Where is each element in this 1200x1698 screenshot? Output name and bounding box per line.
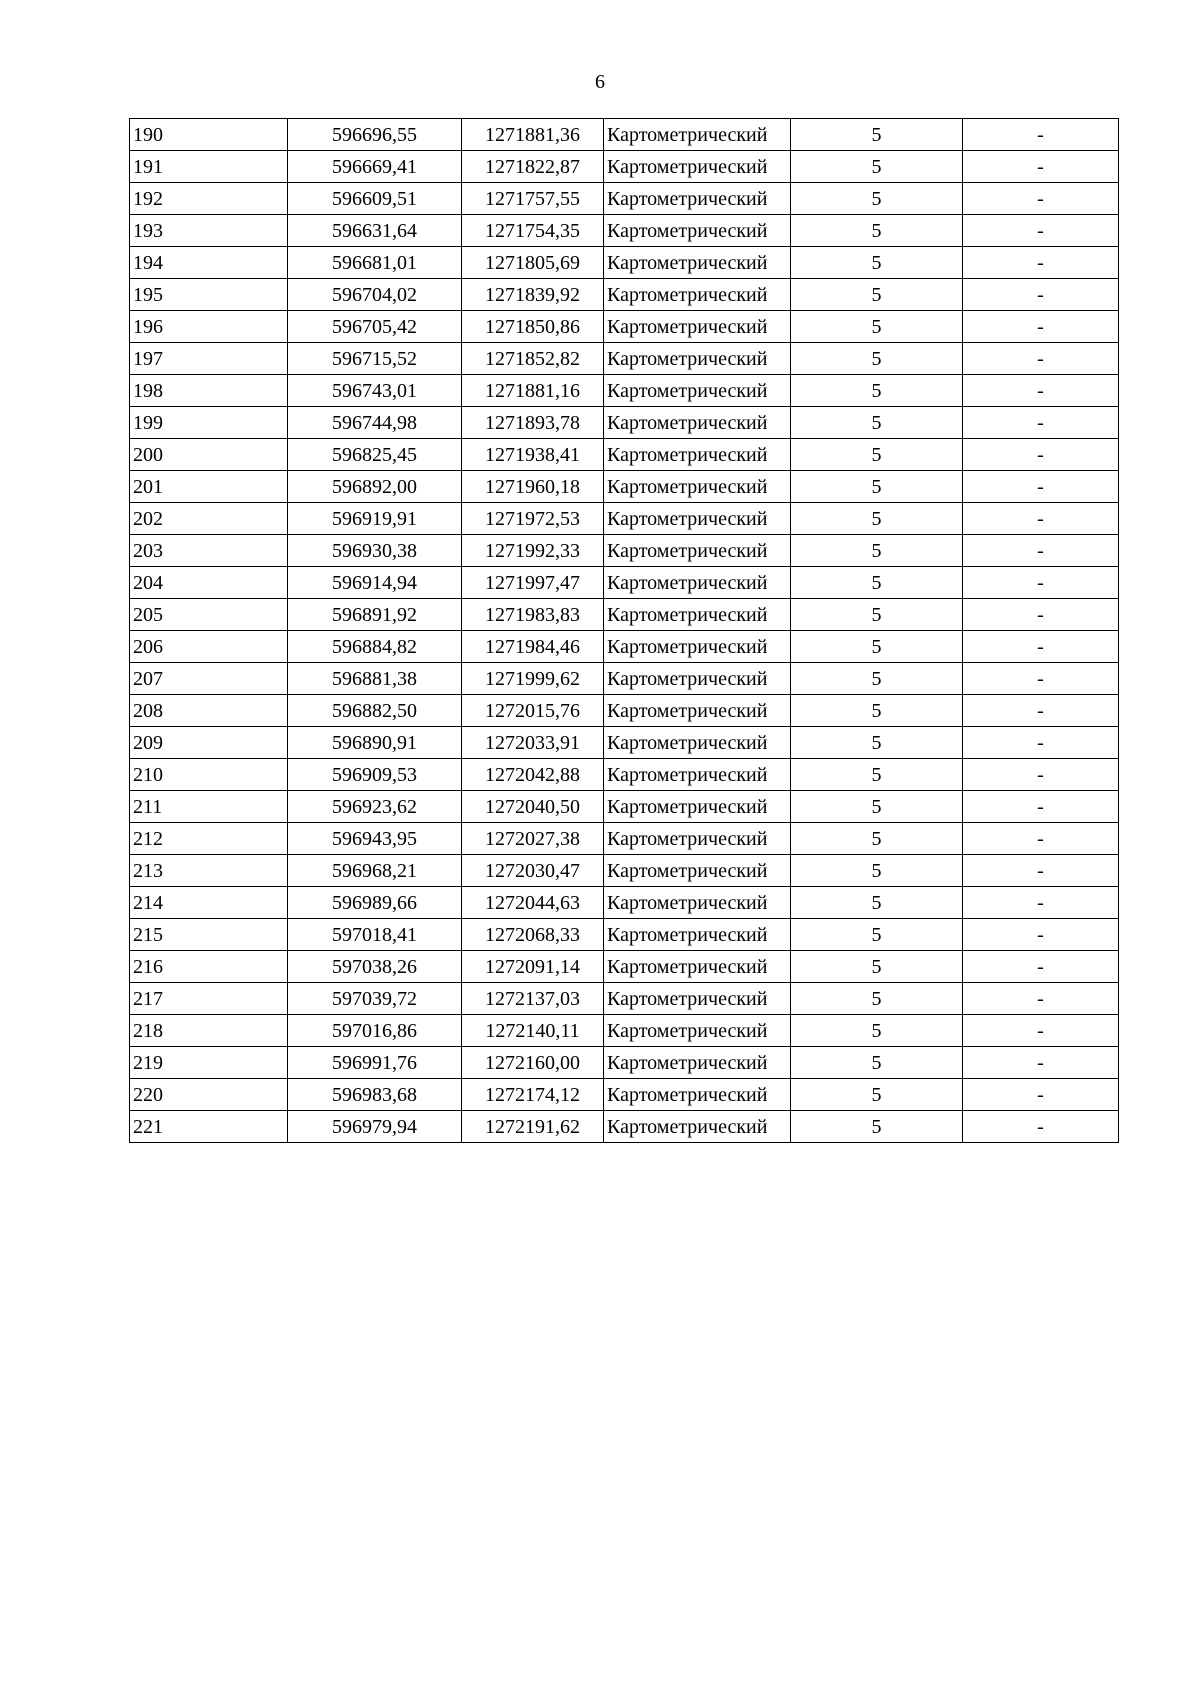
y-coordinate-cell: 1272027,38 [462, 823, 604, 855]
accuracy-cell: 5 [791, 695, 963, 727]
point-number-cell: 204 [130, 567, 288, 599]
method-cell: Картометрический [604, 567, 791, 599]
accuracy-cell: 5 [791, 983, 963, 1015]
description-cell: - [963, 983, 1119, 1015]
method-cell: Картометрический [604, 695, 791, 727]
point-number-cell: 198 [130, 375, 288, 407]
x-coordinate-cell: 596705,42 [288, 311, 462, 343]
table-row [130, 535, 1119, 567]
accuracy-cell: 5 [791, 727, 963, 759]
x-coordinate-cell: 596989,66 [288, 887, 462, 919]
y-coordinate-cell: 1271881,36 [462, 119, 604, 151]
method-cell: Картометрический [604, 759, 791, 791]
description-cell: - [963, 855, 1119, 887]
x-coordinate-cell: 596983,68 [288, 1079, 462, 1111]
description-cell: - [963, 1047, 1119, 1079]
accuracy-cell: 5 [791, 471, 963, 503]
x-coordinate-cell: 596882,50 [288, 695, 462, 727]
y-coordinate-cell: 1272160,00 [462, 1047, 604, 1079]
y-coordinate-cell: 1271984,46 [462, 631, 604, 663]
point-number-cell: 203 [130, 535, 288, 567]
x-coordinate-cell: 596892,00 [288, 471, 462, 503]
description-cell: - [963, 919, 1119, 951]
y-coordinate-cell: 1271852,82 [462, 343, 604, 375]
method-cell: Картометрический [604, 471, 791, 503]
y-coordinate-cell: 1272137,03 [462, 983, 604, 1015]
table-row [130, 183, 1119, 215]
point-number-cell: 210 [130, 759, 288, 791]
x-coordinate-cell: 596715,52 [288, 343, 462, 375]
description-cell: - [963, 215, 1119, 247]
point-number-cell: 212 [130, 823, 288, 855]
description-cell: - [963, 439, 1119, 471]
accuracy-cell: 5 [791, 503, 963, 535]
table-row [130, 279, 1119, 311]
x-coordinate-cell: 596979,94 [288, 1111, 462, 1143]
y-coordinate-cell: 1271997,47 [462, 567, 604, 599]
x-coordinate-cell: 596825,45 [288, 439, 462, 471]
accuracy-cell: 5 [791, 279, 963, 311]
accuracy-cell: 5 [791, 535, 963, 567]
coordinates-table-body [130, 119, 1119, 1143]
table-row [130, 855, 1119, 887]
table-row [130, 151, 1119, 183]
method-cell: Картометрический [604, 1079, 791, 1111]
description-cell: - [963, 599, 1119, 631]
table-row [130, 215, 1119, 247]
description-cell: - [963, 1015, 1119, 1047]
y-coordinate-cell: 1272033,91 [462, 727, 604, 759]
table-row [130, 599, 1119, 631]
point-number-cell: 207 [130, 663, 288, 695]
table-row [130, 311, 1119, 343]
x-coordinate-cell: 596884,82 [288, 631, 462, 663]
y-coordinate-cell: 1271850,86 [462, 311, 604, 343]
description-cell: - [963, 759, 1119, 791]
description-cell: - [963, 279, 1119, 311]
x-coordinate-cell: 596943,95 [288, 823, 462, 855]
table-row [130, 1079, 1119, 1111]
table-row [130, 1111, 1119, 1143]
method-cell: Картометрический [604, 343, 791, 375]
method-cell: Картометрический [604, 407, 791, 439]
description-cell: - [963, 343, 1119, 375]
method-cell: Картометрический [604, 887, 791, 919]
table-row [130, 471, 1119, 503]
y-coordinate-cell: 1272015,76 [462, 695, 604, 727]
description-cell: - [963, 503, 1119, 535]
table-row [130, 919, 1119, 951]
accuracy-cell: 5 [791, 567, 963, 599]
accuracy-cell: 5 [791, 823, 963, 855]
accuracy-cell: 5 [791, 247, 963, 279]
accuracy-cell: 5 [791, 151, 963, 183]
y-coordinate-cell: 1271999,62 [462, 663, 604, 695]
point-number-cell: 191 [130, 151, 288, 183]
method-cell: Картометрический [604, 727, 791, 759]
table-row [130, 1047, 1119, 1079]
method-cell: Картометрический [604, 439, 791, 471]
table-row [130, 887, 1119, 919]
description-cell: - [963, 791, 1119, 823]
method-cell: Картометрический [604, 983, 791, 1015]
y-coordinate-cell: 1272044,63 [462, 887, 604, 919]
accuracy-cell: 5 [791, 631, 963, 663]
x-coordinate-cell: 596991,76 [288, 1047, 462, 1079]
method-cell: Картометрический [604, 503, 791, 535]
accuracy-cell: 5 [791, 119, 963, 151]
table-row [130, 407, 1119, 439]
point-number-cell: 216 [130, 951, 288, 983]
point-number-cell: 213 [130, 855, 288, 887]
x-coordinate-cell: 597016,86 [288, 1015, 462, 1047]
accuracy-cell: 5 [791, 951, 963, 983]
point-number-cell: 202 [130, 503, 288, 535]
y-coordinate-cell: 1271983,83 [462, 599, 604, 631]
point-number-cell: 217 [130, 983, 288, 1015]
x-coordinate-cell: 596890,91 [288, 727, 462, 759]
accuracy-cell: 5 [791, 663, 963, 695]
point-number-cell: 190 [130, 119, 288, 151]
description-cell: - [963, 407, 1119, 439]
y-coordinate-cell: 1272140,11 [462, 1015, 604, 1047]
method-cell: Картометрический [604, 791, 791, 823]
description-cell: - [963, 119, 1119, 151]
table-row [130, 247, 1119, 279]
table-row [130, 663, 1119, 695]
y-coordinate-cell: 1272068,33 [462, 919, 604, 951]
method-cell: Картометрический [604, 311, 791, 343]
accuracy-cell: 5 [791, 887, 963, 919]
x-coordinate-cell: 596704,02 [288, 279, 462, 311]
description-cell: - [963, 567, 1119, 599]
description-cell: - [963, 663, 1119, 695]
method-cell: Картометрический [604, 375, 791, 407]
method-cell: Картометрический [604, 599, 791, 631]
x-coordinate-cell: 596881,38 [288, 663, 462, 695]
point-number-cell: 197 [130, 343, 288, 375]
table-row [130, 983, 1119, 1015]
method-cell: Картометрический [604, 183, 791, 215]
point-number-cell: 195 [130, 279, 288, 311]
accuracy-cell: 5 [791, 919, 963, 951]
x-coordinate-cell: 596923,62 [288, 791, 462, 823]
table-row [130, 823, 1119, 855]
accuracy-cell: 5 [791, 375, 963, 407]
point-number-cell: 196 [130, 311, 288, 343]
table-row [130, 631, 1119, 663]
table-row [130, 695, 1119, 727]
table-row [130, 951, 1119, 983]
point-number-cell: 219 [130, 1047, 288, 1079]
y-coordinate-cell: 1271972,53 [462, 503, 604, 535]
description-cell: - [963, 151, 1119, 183]
method-cell: Картометрический [604, 1015, 791, 1047]
description-cell: - [963, 247, 1119, 279]
accuracy-cell: 5 [791, 183, 963, 215]
table-row [130, 1015, 1119, 1047]
x-coordinate-cell: 596696,55 [288, 119, 462, 151]
x-coordinate-cell: 596669,41 [288, 151, 462, 183]
accuracy-cell: 5 [791, 1111, 963, 1143]
point-number-cell: 194 [130, 247, 288, 279]
point-number-cell: 201 [130, 471, 288, 503]
point-number-cell: 200 [130, 439, 288, 471]
point-number-cell: 218 [130, 1015, 288, 1047]
description-cell: - [963, 183, 1119, 215]
accuracy-cell: 5 [791, 759, 963, 791]
y-coordinate-cell: 1272174,12 [462, 1079, 604, 1111]
y-coordinate-cell: 1271992,33 [462, 535, 604, 567]
y-coordinate-cell: 1271893,78 [462, 407, 604, 439]
accuracy-cell: 5 [791, 1079, 963, 1111]
x-coordinate-cell: 596744,98 [288, 407, 462, 439]
x-coordinate-cell: 596919,91 [288, 503, 462, 535]
y-coordinate-cell: 1272191,62 [462, 1111, 604, 1143]
x-coordinate-cell: 596968,21 [288, 855, 462, 887]
point-number-cell: 209 [130, 727, 288, 759]
accuracy-cell: 5 [791, 1047, 963, 1079]
y-coordinate-cell: 1272040,50 [462, 791, 604, 823]
method-cell: Картометрический [604, 151, 791, 183]
y-coordinate-cell: 1271805,69 [462, 247, 604, 279]
description-cell: - [963, 471, 1119, 503]
x-coordinate-cell: 596743,01 [288, 375, 462, 407]
point-number-cell: 206 [130, 631, 288, 663]
x-coordinate-cell: 597039,72 [288, 983, 462, 1015]
point-number-cell: 221 [130, 1111, 288, 1143]
page-number: 6 [595, 71, 605, 93]
method-cell: Картометрический [604, 119, 791, 151]
description-cell: - [963, 695, 1119, 727]
y-coordinate-cell: 1272091,14 [462, 951, 604, 983]
y-coordinate-cell: 1271754,35 [462, 215, 604, 247]
point-number-cell: 214 [130, 887, 288, 919]
table-row [130, 759, 1119, 791]
description-cell: - [963, 887, 1119, 919]
y-coordinate-cell: 1272042,88 [462, 759, 604, 791]
table-row [130, 119, 1119, 151]
method-cell: Картометрический [604, 279, 791, 311]
description-cell: - [963, 375, 1119, 407]
point-number-cell: 215 [130, 919, 288, 951]
x-coordinate-cell: 596609,51 [288, 183, 462, 215]
accuracy-cell: 5 [791, 311, 963, 343]
table-row [130, 439, 1119, 471]
point-number-cell: 208 [130, 695, 288, 727]
x-coordinate-cell: 597038,26 [288, 951, 462, 983]
description-cell: - [963, 311, 1119, 343]
table-row [130, 343, 1119, 375]
method-cell: Картометрический [604, 663, 791, 695]
y-coordinate-cell: 1271839,92 [462, 279, 604, 311]
x-coordinate-cell: 597018,41 [288, 919, 462, 951]
table-row [130, 503, 1119, 535]
accuracy-cell: 5 [791, 343, 963, 375]
accuracy-cell: 5 [791, 1015, 963, 1047]
y-coordinate-cell: 1271881,16 [462, 375, 604, 407]
description-cell: - [963, 727, 1119, 759]
method-cell: Картометрический [604, 951, 791, 983]
table-row [130, 567, 1119, 599]
y-coordinate-cell: 1272030,47 [462, 855, 604, 887]
point-number-cell: 193 [130, 215, 288, 247]
x-coordinate-cell: 596631,64 [288, 215, 462, 247]
method-cell: Картометрический [604, 247, 791, 279]
point-number-cell: 192 [130, 183, 288, 215]
description-cell: - [963, 823, 1119, 855]
method-cell: Картометрический [604, 535, 791, 567]
table-row [130, 375, 1119, 407]
x-coordinate-cell: 596681,01 [288, 247, 462, 279]
method-cell: Картометрический [604, 1047, 791, 1079]
method-cell: Картометрический [604, 215, 791, 247]
description-cell: - [963, 1079, 1119, 1111]
table-row [130, 727, 1119, 759]
method-cell: Картометрический [604, 855, 791, 887]
point-number-cell: 199 [130, 407, 288, 439]
point-number-cell: 220 [130, 1079, 288, 1111]
y-coordinate-cell: 1271960,18 [462, 471, 604, 503]
accuracy-cell: 5 [791, 855, 963, 887]
method-cell: Картометрический [604, 919, 791, 951]
accuracy-cell: 5 [791, 215, 963, 247]
x-coordinate-cell: 596930,38 [288, 535, 462, 567]
description-cell: - [963, 535, 1119, 567]
y-coordinate-cell: 1271938,41 [462, 439, 604, 471]
x-coordinate-cell: 596909,53 [288, 759, 462, 791]
point-number-cell: 205 [130, 599, 288, 631]
table-row [130, 791, 1119, 823]
y-coordinate-cell: 1271757,55 [462, 183, 604, 215]
point-number-cell: 211 [130, 791, 288, 823]
accuracy-cell: 5 [791, 407, 963, 439]
description-cell: - [963, 631, 1119, 663]
accuracy-cell: 5 [791, 599, 963, 631]
coordinates-table [129, 118, 1119, 1143]
accuracy-cell: 5 [791, 439, 963, 471]
y-coordinate-cell: 1271822,87 [462, 151, 604, 183]
accuracy-cell: 5 [791, 791, 963, 823]
x-coordinate-cell: 596914,94 [288, 567, 462, 599]
method-cell: Картометрический [604, 823, 791, 855]
description-cell: - [963, 951, 1119, 983]
method-cell: Картометрический [604, 631, 791, 663]
method-cell: Картометрический [604, 1111, 791, 1143]
x-coordinate-cell: 596891,92 [288, 599, 462, 631]
description-cell: - [963, 1111, 1119, 1143]
